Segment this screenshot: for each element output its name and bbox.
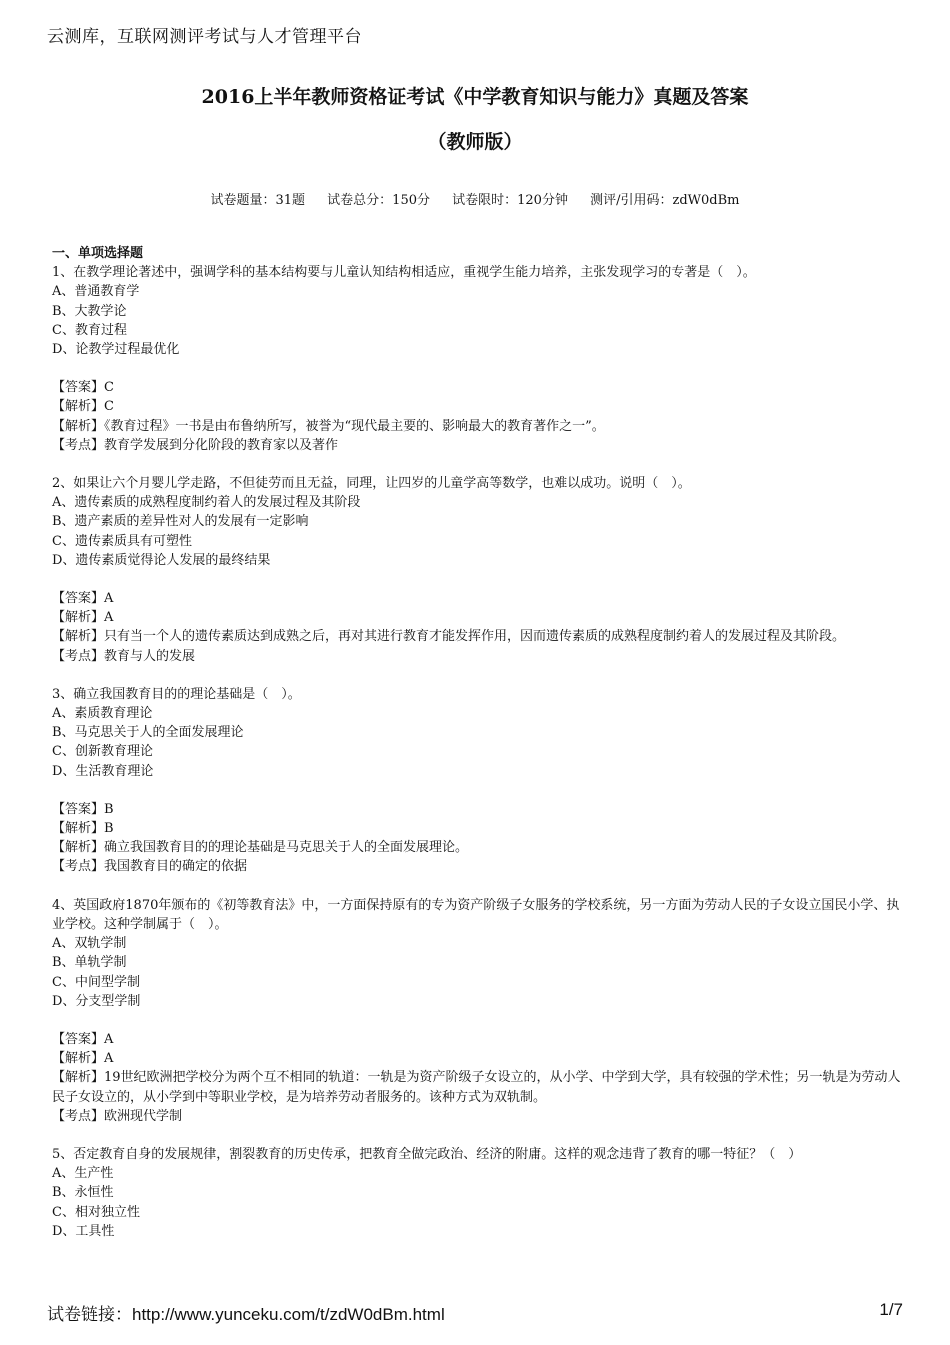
question-stem: 3、确立我国教育目的的理论基础是（ ）。: [52, 686, 301, 702]
exam-link-url[interactable]: http://www.yunceku.com/t/zdW0dBm.html: [132, 1305, 445, 1324]
analysis-text: 确立我国教育目的的理论基础是马克思关于人的全面发展理论。: [104, 840, 469, 856]
analysis-label: 【解析】: [52, 1070, 105, 1086]
exam-link: [47, 1300, 445, 1325]
option-b: B、大教学论: [52, 303, 127, 319]
analysis-short-line: [52, 819, 902, 838]
option-d: D、分支型学制: [52, 993, 141, 1009]
point-label: 【考点】: [52, 648, 105, 664]
answer-value: A: [104, 1031, 114, 1047]
question-stem: 4、英国政府1870年颁布的《初等教育法》中，一方面保持原有的专为资产阶级子女服务的学校系统，另一方面为劳动人民的子女设立国民小学、执业学校。这种学制属于（ ）。: [52, 897, 900, 932]
point-label: 【考点】: [52, 437, 105, 453]
answer-label: 【答案】: [52, 591, 105, 607]
option-c: C、遗传素质具有可塑性: [52, 533, 192, 549]
answer-block: [52, 800, 902, 877]
analysis-label: 【解析】: [52, 1051, 105, 1067]
section-title: 一、单项选择题: [52, 246, 144, 261]
option-d: D、论教学过程最优化: [52, 342, 180, 358]
analysis-label: 【解析】: [52, 629, 105, 645]
question-4: [52, 896, 902, 1126]
site-header: 云测库，互联网测评考试与人才管理平台: [47, 27, 362, 47]
point-text: 欧洲现代学制: [104, 1108, 183, 1124]
meta-total-score: 试卷总分：150分: [327, 193, 430, 208]
answer-block: [52, 1030, 902, 1126]
exam-link-label: 试卷链接：: [47, 1305, 132, 1325]
answer-label: 【答案】: [52, 1031, 105, 1047]
option-a: A、遗传素质的成熟程度制约着人的发展过程及其阶段: [52, 495, 361, 511]
answer-line: [52, 589, 902, 608]
answer-line: [52, 1030, 902, 1049]
exam-subtitle: （教师版）: [427, 131, 523, 153]
option-c: C、创新教育理论: [52, 744, 153, 760]
point-label: 【考点】: [52, 859, 105, 875]
question-2: [52, 474, 902, 666]
point-text: 我国教育目的确定的依据: [104, 859, 248, 875]
analysis-short-line: [52, 608, 902, 627]
point-line: [52, 1107, 902, 1126]
analysis-label: 【解析】: [52, 840, 105, 856]
question-5: [52, 1145, 902, 1241]
option-b: B、永恒性: [52, 1185, 114, 1201]
analysis-short-value: C: [104, 399, 114, 415]
point-label: 【考点】: [52, 1108, 105, 1124]
question-1: [52, 263, 902, 455]
analysis-text: 19世纪欧洲把学校分为两个互不相同的轨道：一轨是为资产阶级子女设立的，从小学、中学到大学，具有较强的学术性；另一轨是为劳动人民子女设立的，从小学到中等职业学校，是为培养劳动者服务的。该种方式为双轨制。: [52, 1070, 901, 1105]
option-b: B、遗产素质的差异性对人的发展有一定影响: [52, 514, 309, 530]
analysis-label: 【解析】: [52, 821, 105, 837]
question-stem: 2、如果让六个月婴儿学走路，不但徒劳而且无益，同理，让四岁的儿童学高等数学，也难以成功。说明（ ）。: [52, 476, 691, 492]
analysis-line: [52, 417, 902, 436]
meta-question-count: 试卷题量：31题: [210, 193, 306, 208]
page-number: 1/7: [879, 1300, 903, 1319]
point-line: [52, 647, 902, 666]
exam-meta: [0, 189, 950, 208]
analysis-line: [52, 627, 902, 646]
answer-block: [52, 378, 902, 455]
option-d: D、遗传素质觉得论人发展的最终结果: [52, 552, 271, 568]
answer-line: [52, 800, 902, 819]
point-text: 教育与人的发展: [104, 648, 196, 664]
meta-time-limit: 试卷限时：120分钟: [452, 193, 568, 208]
meta-code: 测评/引用码：zdW0dBm: [590, 193, 740, 208]
option-b: B、马克思关于人的全面发展理论: [52, 725, 244, 741]
analysis-short-line: [52, 1049, 902, 1068]
question-3: [52, 685, 902, 877]
analysis-short-line: [52, 397, 902, 416]
option-c: C、相对独立性: [52, 1204, 140, 1220]
option-a: A、素质教育理论: [52, 706, 153, 722]
exam-title: 2016上半年教师资格证考试《中学教育知识与能力》真题及答案: [201, 86, 749, 108]
point-text: 教育学发展到分化阶段的教育家以及著作: [104, 437, 339, 453]
answer-value: B: [104, 801, 114, 817]
analysis-label: 【解析】: [52, 610, 105, 626]
option-a: A、双轨学制: [52, 936, 127, 952]
question-stem: 1、在教学理论著述中，强调学科的基本结构要与儿童认知结构相适应，重视学生能力培养，主张发现学习的专著是（ ）。: [52, 265, 756, 281]
option-a: A、普通教育学: [52, 284, 140, 300]
point-line: [52, 436, 902, 455]
analysis-text: 只有当一个人的遗传素质达到成熟之后，再对其进行教育才能发挥作用，因而遗传素质的成熟程度制约着人的发展过程及其阶段。: [104, 629, 846, 645]
option-b: B、单轨学制: [52, 955, 127, 971]
analysis-short-value: A: [104, 1051, 114, 1067]
answer-label: 【答案】: [52, 380, 105, 396]
question-stem: 5、否定教育自身的发展规律，割裂教育的历史传承，把教育全做完政治、经济的附庸。这样的观念违背了教育的哪一特征？（ ）: [52, 1146, 802, 1162]
analysis-label: 【解析】: [52, 418, 105, 434]
option-a: A、生产性: [52, 1166, 114, 1182]
analysis-line: [52, 838, 902, 857]
question-content: [52, 244, 902, 1260]
answer-value: A: [104, 591, 114, 607]
option-d: D、工具性: [52, 1223, 115, 1239]
option-d: D、生活教育理论: [52, 763, 154, 779]
answer-block: [52, 589, 902, 666]
option-c: C、中间型学制: [52, 974, 140, 990]
option-c: C、教育过程: [52, 322, 127, 338]
analysis-short-value: B: [104, 821, 114, 837]
analysis-text: 《教育过程》一书是由布鲁纳所写，被誉为“现代最主要的、影响最大的教育著作之一”。: [104, 418, 605, 434]
answer-label: 【答案】: [52, 801, 105, 817]
analysis-label: 【解析】: [52, 399, 105, 415]
answer-line: [52, 378, 902, 397]
point-line: [52, 857, 902, 876]
analysis-short-value: A: [104, 610, 114, 626]
answer-value: C: [104, 380, 114, 396]
analysis-line: [52, 1068, 902, 1106]
